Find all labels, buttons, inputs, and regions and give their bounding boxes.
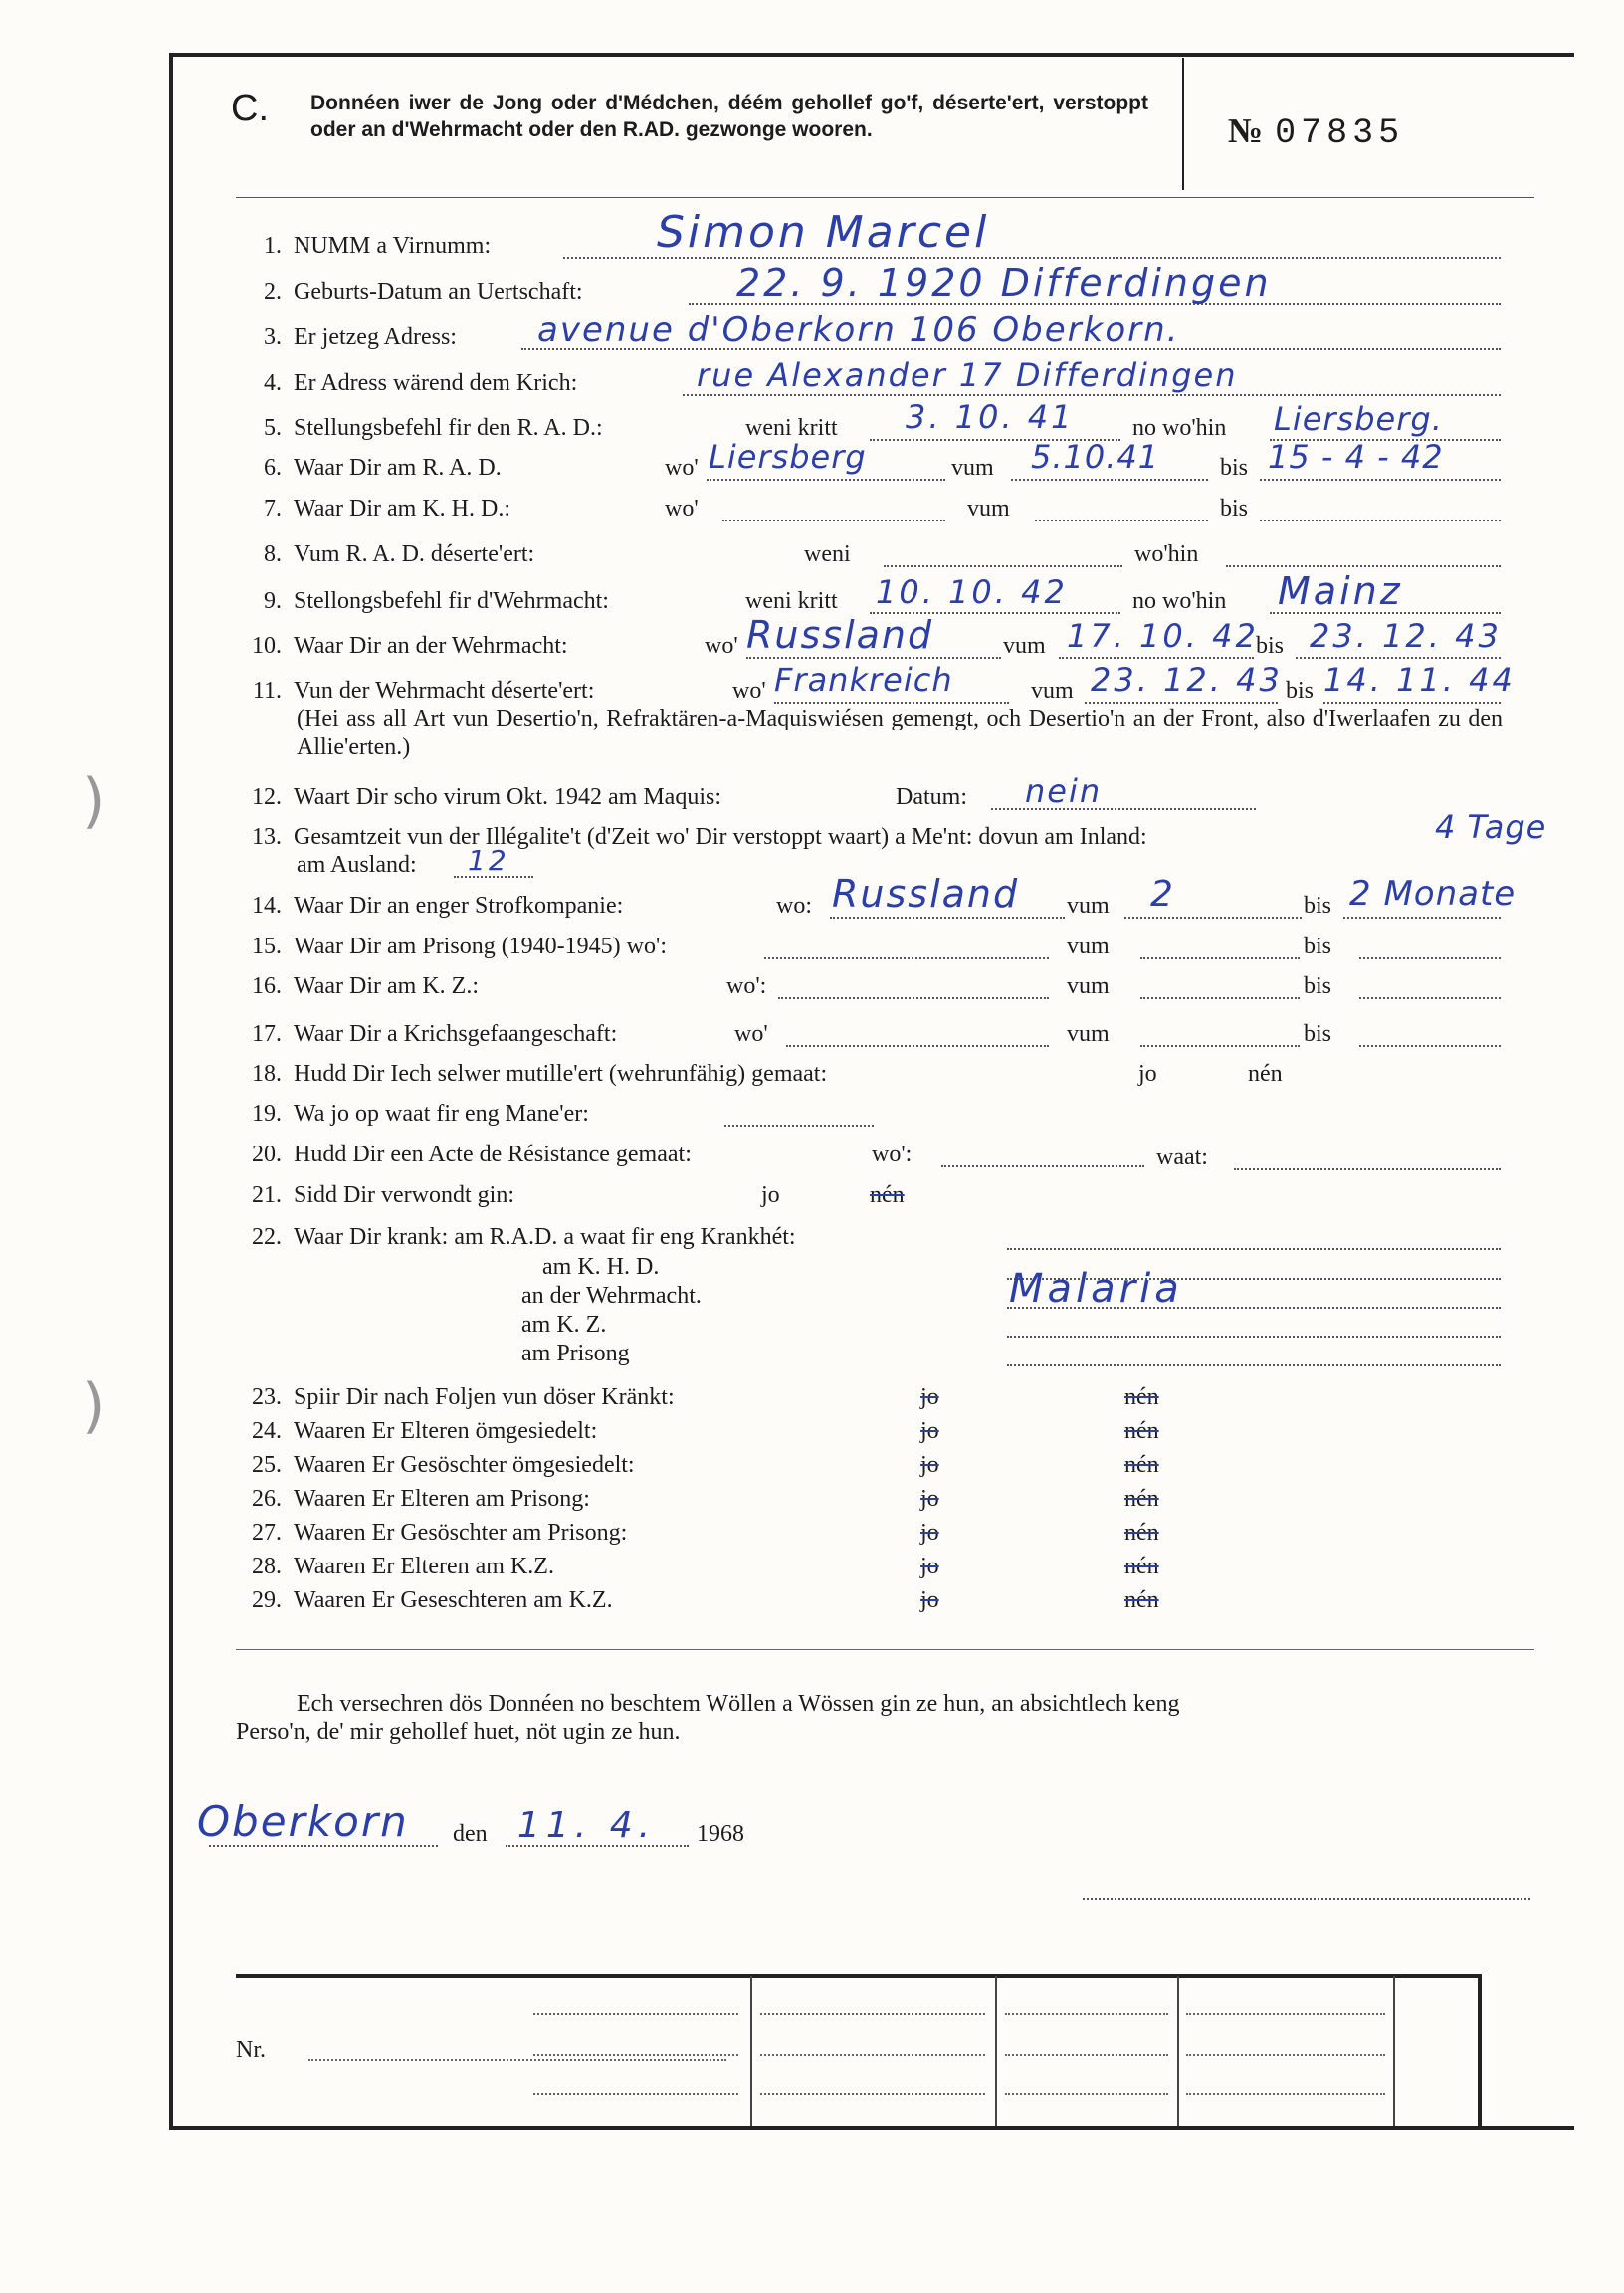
- abroad-duration: 12: [468, 844, 509, 877]
- footer-dots-6: [760, 2093, 985, 2095]
- row-17-bis-label: bis: [1304, 1021, 1332, 1047]
- row-22-kz: am K. Z.: [521, 1312, 607, 1338]
- war-address-value: rue Alexander 17 Differdingen: [697, 356, 1238, 394]
- declaration-line-1: Ech versechren dös Donnéen no beschtem Wöllen a Wössen gin ze hun, an absichtlech keng: [297, 1691, 1180, 1717]
- row-21-nen: nén: [870, 1182, 905, 1208]
- row-29-label: Waaren Er Geseschteren am K.Z.: [294, 1587, 613, 1613]
- row-8-wohin-line: [1226, 565, 1501, 567]
- row-3: 3. Er jetzeg Adress:: [264, 324, 457, 350]
- row-9-weni-label: weni kritt: [745, 588, 838, 614]
- row-24-jo: jo: [920, 1418, 939, 1444]
- row-17-wo-label: wo': [734, 1021, 768, 1047]
- row-11-bis-line: [1323, 702, 1501, 704]
- punishment-company-from: 2: [1150, 874, 1176, 915]
- row-14-label: Waar Dir an enger Strofkompanie:: [294, 893, 624, 919]
- row-26-jo: jo: [920, 1486, 939, 1512]
- row-25-nen: nén: [1124, 1452, 1159, 1478]
- row-14-wo-label: wo:: [776, 893, 812, 919]
- row-1: 1. NUMM a Virnumm:: [264, 233, 492, 259]
- footer-nr-line: [308, 2059, 726, 2061]
- number-symbol: №: [1228, 111, 1264, 150]
- row-19-line: [724, 1125, 874, 1127]
- row-4: 4. Er Adress wärend dem Krich:: [264, 370, 578, 396]
- row-4-label: Er Adress wärend dem Krich:: [294, 370, 578, 396]
- illness-value: Malaria: [1009, 1266, 1183, 1312]
- row-11-vum-line: [1085, 702, 1278, 704]
- declaration-line-2: Perso'n, de' mir gehollef huet, nöt ugin ze hun.: [236, 1719, 681, 1745]
- punishment-company-place: Russland: [832, 872, 1020, 916]
- footer-col-divider-3: [1177, 1976, 1179, 2126]
- row-8-weni-line: [884, 565, 1122, 567]
- rad-place: Liersberg: [709, 438, 867, 476]
- row-26-label: Waaren Er Elteren am Prisong:: [294, 1486, 590, 1512]
- row-16-label: Waar Dir am K. Z.:: [294, 973, 479, 999]
- row-22: 22. Waar Dir krank: am R.A.D. a waat fir eng Krankhét:: [252, 1224, 796, 1250]
- row-16-wo-label: wo':: [726, 973, 767, 999]
- footer-dots-9: [1005, 2093, 1168, 2095]
- row-5: 5. Stellungsbefehl fir den R. A. D.:: [264, 415, 603, 441]
- row-19: 19. Wa jo op waat fir eng Mane'er:: [252, 1101, 589, 1127]
- row-23-label: Spiir Dir nach Foljen vun döser Kränkt:: [294, 1384, 675, 1410]
- frame-left-border: [169, 53, 173, 2128]
- row-27-nen: nén: [1124, 1520, 1159, 1546]
- row-12: 12. Waart Dir scho virum Okt. 1942 am Maquis:: [252, 784, 721, 810]
- row-27-jo: jo: [920, 1520, 939, 1546]
- binder-hole-mark: ): [82, 766, 105, 836]
- row-6-vum-label: vum: [951, 455, 994, 481]
- binder-hole-mark: ): [82, 1371, 105, 1441]
- row-23: 23. Spiir Dir nach Foljen vun döser Kränkt:: [252, 1384, 675, 1410]
- row-18-label: Hudd Dir Iech selwer mutille'ert (wehrunfähig) gemaat:: [294, 1061, 828, 1087]
- row-29-nen: nén: [1124, 1587, 1159, 1613]
- row-7: 7. Waar Dir am K. H. D.:: [264, 496, 511, 521]
- footer-dots-3: [533, 2093, 738, 2095]
- row-7-bis-label: bis: [1220, 496, 1249, 521]
- row-10-vum-label: vum: [1003, 633, 1046, 659]
- row-6-wo-label: wo': [665, 455, 699, 481]
- inland-duration: 4 Tage: [1435, 808, 1547, 846]
- row-5-label: Stellungsbefehl fir den R. A. D.:: [294, 415, 603, 441]
- footer-box-right: [1478, 1974, 1482, 2126]
- row-13-ausland-label: am Ausland:: [297, 852, 417, 878]
- row-14-bis-line: [1343, 917, 1501, 919]
- header-divider: [1182, 58, 1184, 190]
- row-13-label: Gesamtzeit vun der Illégalite't (d'Zeit wo' Dir verstoppt waart) a Me'nt: dovun am Inland:: [294, 824, 1147, 850]
- number-value: 07835: [1275, 113, 1405, 153]
- row-7-label: Waar Dir am K. H. D.:: [294, 496, 511, 521]
- row-22-prisong: am Prisong: [521, 1341, 630, 1366]
- row-1-label: NUMM a Virnumm:: [294, 233, 492, 259]
- row-17-vum-label: vum: [1067, 1021, 1110, 1047]
- row-7-vum-line: [1035, 520, 1208, 521]
- row-6: 6. Waar Dir am R. A. D.: [264, 455, 502, 481]
- desertion-place: Frankreich: [774, 661, 953, 699]
- footer-dots-10: [1186, 2013, 1385, 2015]
- section-separator: [236, 1649, 1534, 1650]
- row-22-kz-line: [1007, 1336, 1501, 1338]
- row-6-bis-label: bis: [1220, 455, 1249, 481]
- frame-top-border: [169, 53, 1574, 57]
- row-15-bis-line: [1359, 957, 1501, 959]
- row-3-label: Er jetzeg Adress:: [294, 324, 457, 350]
- current-address-value: avenue d'Oberkorn 106 Oberkorn.: [537, 311, 1180, 350]
- row-17-vum-line: [1140, 1045, 1300, 1047]
- row-28-jo: jo: [920, 1554, 939, 1579]
- row-15: 15. Waar Dir am Prisong (1940-1945) wo':: [252, 934, 667, 959]
- row-20-wo-line: [941, 1165, 1144, 1167]
- row-22-khd: am K. H. D.: [542, 1254, 660, 1280]
- row-20-wo-label: wo':: [872, 1142, 913, 1167]
- row-9: 9. Stellongsbefehl fir d'Wehrmacht:: [264, 588, 609, 614]
- row-10-bis-line: [1296, 657, 1501, 659]
- footer-dots-8: [1005, 2054, 1168, 2056]
- row-14-wo-line: [830, 917, 1065, 919]
- row-15-vum-label: vum: [1067, 934, 1110, 959]
- row-9-label: Stellongsbefehl fir d'Wehrmacht:: [294, 588, 609, 614]
- row-16: 16. Waar Dir am K. Z.:: [252, 973, 479, 999]
- row-21-label: Sidd Dir verwondt gin:: [294, 1182, 514, 1208]
- form-number: [1228, 111, 1404, 153]
- rad-order-destination: Liersberg.: [1274, 400, 1443, 438]
- name-value: Simon Marcel: [657, 207, 990, 258]
- place-line: [209, 1845, 438, 1847]
- footer-col-divider-2: [995, 1976, 997, 2126]
- row-29-jo: jo: [920, 1587, 939, 1613]
- row-21-jo: jo: [761, 1182, 780, 1208]
- row-15-bis-label: bis: [1304, 934, 1332, 959]
- footer-dots-2: [533, 2054, 738, 2056]
- footer-dots-7: [1005, 2013, 1168, 2015]
- row-26: 26. Waaren Er Elteren am Prisong:: [252, 1486, 590, 1512]
- row-24-label: Waaren Er Elteren ömgesiedelt:: [294, 1418, 598, 1444]
- wehrmacht-from: 17. 10. 42: [1067, 617, 1259, 655]
- footer-box-top: [236, 1974, 1480, 1978]
- row-15-vum-line: [1140, 957, 1300, 959]
- row-21: 21. Sidd Dir verwondt gin:: [252, 1182, 514, 1208]
- row-10-vum-line: [1059, 657, 1254, 659]
- frame-bottom-border: [169, 2126, 1574, 2130]
- row-16-vum-line: [1140, 997, 1300, 999]
- section-title: Donnéen iwer de Jong oder d'Médchen, déém gehollef go'f, déserte'ert, verstoppt oder an d'Wehrmacht oder den R.AD. gezwonge wooren.: [310, 92, 1148, 141]
- footer-dots-5: [760, 2054, 985, 2056]
- row-6-label: Waar Dir am R. A. D.: [294, 455, 502, 481]
- row-22-rad-line: [1007, 1248, 1501, 1250]
- row-17: 17. Waar Dir a Krichsgefaangeschaft:: [252, 1021, 618, 1047]
- row-7-vum-label: vum: [967, 496, 1010, 521]
- row-2: 2. Geburts-Datum an Uertschaft:: [264, 279, 583, 305]
- row-14-vum-line: [1124, 917, 1302, 919]
- footer-dots-4: [760, 2013, 985, 2015]
- row-6-bis-line: [1260, 479, 1501, 481]
- row-22-prisong-line: [1007, 1364, 1501, 1366]
- row-11: 11. Vun der Wehrmacht déserte'ert:: [252, 678, 595, 704]
- row-15-wo-line: [764, 957, 1049, 959]
- row-8-wohin-label: wo'hin: [1134, 541, 1199, 567]
- row-14-vum-label: vum: [1067, 893, 1110, 919]
- row-14-bis-label: bis: [1304, 893, 1332, 919]
- row-23-jo: jo: [920, 1384, 939, 1410]
- row-17-wo-line: [786, 1045, 1049, 1047]
- row-26-nen: nén: [1124, 1486, 1159, 1512]
- wehrmacht-place: Russland: [746, 613, 934, 657]
- signature-year: 1968: [697, 1821, 744, 1847]
- row-20-waat-label: waat:: [1156, 1145, 1208, 1170]
- row-29: 29. Waaren Er Geseschteren am K.Z.: [252, 1587, 613, 1613]
- row-17-label: Waar Dir a Krichsgefaangeschaft:: [294, 1021, 618, 1047]
- maquis-date: nein: [1025, 772, 1103, 810]
- row-16-wo-line: [778, 997, 1049, 999]
- row-2-label: Geburts-Datum an Uertschaft:: [294, 279, 583, 305]
- row-8: 8. Vum R. A. D. déserte'ert:: [264, 541, 535, 567]
- row-20: 20. Hudd Dir een Acte de Résistance gemaat:: [252, 1142, 692, 1167]
- footer-dots-11: [1186, 2054, 1385, 2056]
- row-16-vum-label: vum: [1067, 973, 1110, 999]
- section-letter: C.: [231, 88, 269, 129]
- row-28: 28. Waaren Er Elteren am K.Z.: [252, 1554, 554, 1579]
- row-10-label: Waar Dir an der Wehrmacht:: [294, 633, 568, 659]
- row-7-wo-label: wo': [665, 496, 699, 521]
- row-28-label: Waaren Er Elteren am K.Z.: [294, 1554, 554, 1579]
- row-18: 18. Hudd Dir Iech selwer mutille'ert (wehrunfähig) gemaat:: [252, 1061, 828, 1087]
- row-4-line: [683, 394, 1501, 396]
- wehrmacht-to: 23. 12. 43: [1310, 617, 1502, 655]
- row-25-label: Waaren Er Gesöschter ömgesiedelt:: [294, 1452, 635, 1478]
- row-28-nen: nén: [1124, 1554, 1159, 1579]
- row-6-wo-line: [707, 479, 945, 481]
- row-11-wo-line: [774, 702, 1009, 704]
- footer-col-divider-1: [750, 1976, 752, 2126]
- row-18-nen: nén: [1248, 1061, 1283, 1087]
- row-10: 10. Waar Dir an der Wehrmacht:: [252, 633, 568, 659]
- footer-dots-1: [533, 2013, 738, 2015]
- signature-place: Oberkorn: [197, 1797, 409, 1846]
- row-22-label: Waar Dir krank: am R.A.D. a waat fir eng Krankhét:: [294, 1224, 796, 1250]
- footer-dots-12: [1186, 2093, 1385, 2095]
- desertion-from: 23. 12. 43: [1091, 661, 1283, 699]
- row-25: 25. Waaren Er Gesöschter ömgesiedelt:: [252, 1452, 635, 1478]
- row-11-wo-label: wo': [732, 678, 766, 704]
- signature-line: [1083, 1898, 1530, 1900]
- row-16-bis-label: bis: [1304, 973, 1332, 999]
- row-10-wo-label: wo': [705, 633, 738, 659]
- row-25-jo: jo: [920, 1452, 939, 1478]
- rad-from: 5.10.41: [1031, 438, 1160, 476]
- row-9-wohin-label: no wo'hin: [1132, 588, 1227, 614]
- birth-value: 22. 9. 1920 Differdingen: [736, 261, 1272, 305]
- rad-to: 15 - 4 - 42: [1268, 438, 1444, 476]
- header-separator: [236, 197, 1534, 198]
- row-18-jo: jo: [1138, 1061, 1157, 1087]
- wehrmacht-order-destination: Mainz: [1278, 569, 1403, 613]
- row-16-bis-line: [1359, 997, 1501, 999]
- row-11-note: (Hei ass all Art vun Desertio'n, Refraktären-a-Maquiswiésen gemengt, och Desertio'n an der Front, also d'Iwerlaafen zu den Allie'erten.): [297, 706, 1503, 760]
- desertion-to: 14. 11. 44: [1323, 661, 1516, 699]
- row-7-bis-line: [1260, 520, 1501, 521]
- row-10-wo-line: [746, 657, 1001, 659]
- punishment-company-to: 2 Monate: [1349, 874, 1517, 914]
- row-14: 14. Waar Dir an enger Strofkompanie:: [252, 893, 624, 919]
- row-24-nen: nén: [1124, 1418, 1159, 1444]
- row-10-bis-label: bis: [1256, 633, 1285, 659]
- row-22-wehrmacht: an der Wehrmacht.: [521, 1283, 702, 1309]
- row-5-wohin-label: no wo'hin: [1132, 415, 1227, 441]
- row-13: 13. Gesamtzeit vun der Illégalite't (d'Zeit wo' Dir verstoppt waart) a Me'nt: dovun am Inland:: [252, 824, 1147, 850]
- row-15-label: Waar Dir am Prisong (1940-1945) wo':: [294, 934, 667, 959]
- signature-date: 11. 4.: [517, 1805, 657, 1846]
- row-20-label: Hudd Dir een Acte de Résistance gemaat:: [294, 1142, 692, 1167]
- row-5-weni-label: weni kritt: [745, 415, 838, 441]
- signature-den: den: [453, 1821, 488, 1847]
- row-27: 27. Waaren Er Gesöschter am Prisong:: [252, 1520, 628, 1546]
- row-12-datum-label: Datum:: [896, 784, 967, 810]
- footer-nr-label: Nr.: [236, 2037, 266, 2063]
- row-20-waat-line: [1234, 1168, 1501, 1170]
- row-27-label: Waaren Er Gesöschter am Prisong:: [294, 1520, 628, 1546]
- row-11-bis-label: bis: [1286, 678, 1315, 704]
- row-8-label: Vum R. A. D. déserte'ert:: [294, 541, 535, 567]
- row-6-vum-line: [1011, 479, 1208, 481]
- rad-order-date: 3. 10. 41: [906, 398, 1075, 436]
- row-12-label: Waart Dir scho virum Okt. 1942 am Maquis:: [294, 784, 721, 810]
- row-11-vum-label: vum: [1031, 678, 1074, 704]
- row-7-wo-line: [722, 520, 945, 521]
- row-17-bis-line: [1359, 1045, 1501, 1047]
- row-19-label: Wa jo op waat fir eng Mane'er:: [294, 1101, 589, 1127]
- row-23-nen: nén: [1124, 1384, 1159, 1410]
- row-11-label: Vun der Wehrmacht déserte'ert:: [294, 678, 595, 704]
- footer-col-divider-4: [1393, 1976, 1395, 2126]
- wehrmacht-order-date: 10. 10. 42: [876, 573, 1068, 611]
- row-24: 24. Waaren Er Elteren ömgesiedelt:: [252, 1418, 598, 1444]
- row-8-weni-label: weni: [804, 541, 851, 567]
